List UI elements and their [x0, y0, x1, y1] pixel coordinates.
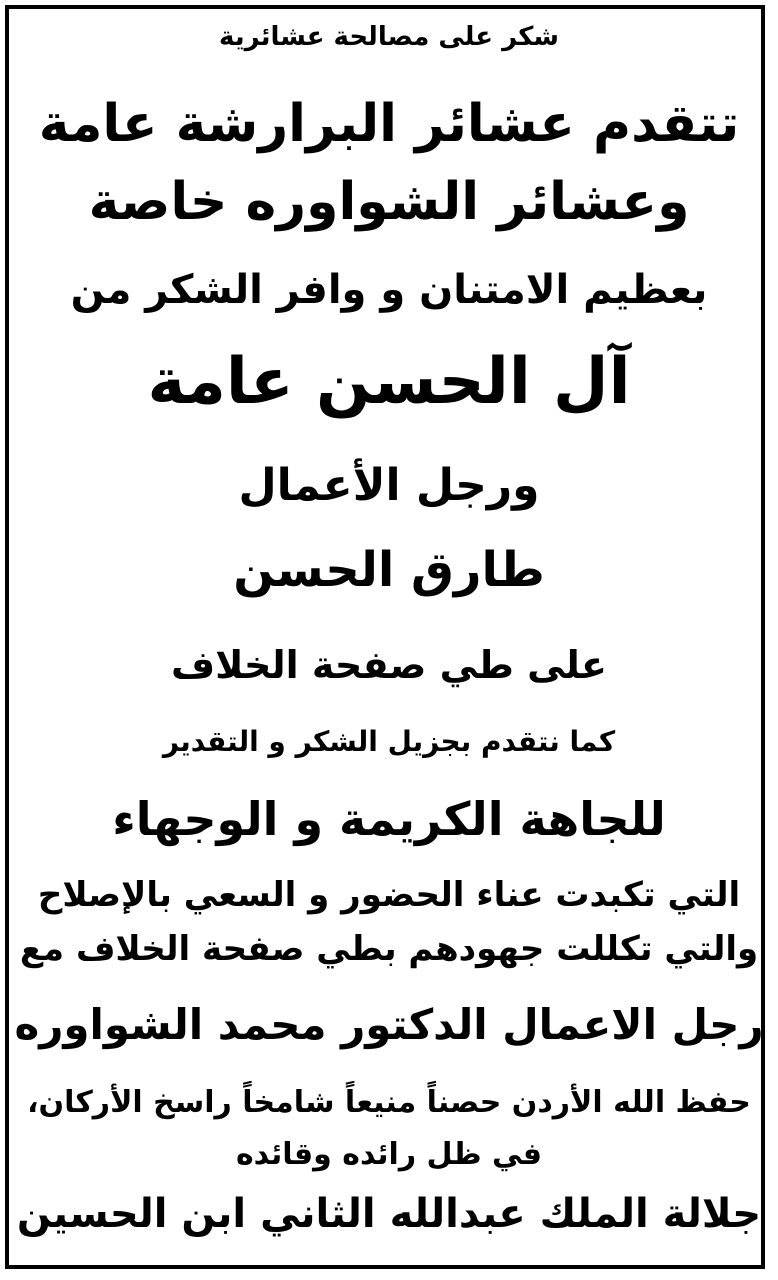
ad-line-12: رجل الاعمال الدكتور محمد الشواوره — [14, 1000, 764, 1049]
ad-line-13: حفظ الله الأردن حصناً منيعاً شامخاً راسخ الأركان، — [27, 1085, 751, 1120]
ad-line-14: في ظل رائده وقائده — [235, 1137, 543, 1172]
ad-heading: شكر على مصالحة عشائرية — [219, 22, 559, 52]
ad-line-15: جلالة الملك عبدالله الثاني ابن الحسين — [16, 1191, 762, 1237]
ad-line-9: للجاهة الكريمة و الوجهاء — [112, 792, 666, 846]
ad-line-7: على طي صفحة الخلاف — [170, 643, 608, 687]
ad-line-8: كما نتقدم بجزيل الشكر و التقدير — [162, 725, 616, 758]
ad-line-2: وعشائر الشواوره خاصة — [88, 172, 690, 232]
ad-line-6: طارق الحسن — [233, 542, 545, 598]
ad-line-11: والتي تكللت جهودهم بطي صفحة الخلاف مع — [19, 929, 759, 969]
ad-line-10: التي تكبدت عناء الحضور و السعي بالإصلاح — [37, 875, 741, 915]
ad-line-4: آل الحسن عامة — [147, 345, 631, 419]
ad-line-5: ورجل الأعمال — [238, 460, 540, 511]
ad-line-3: بعظيم الامتنان و وافر الشكر من — [70, 267, 708, 313]
ad-line-1: تتقدم عشائر البرارشة عامة — [38, 94, 740, 154]
